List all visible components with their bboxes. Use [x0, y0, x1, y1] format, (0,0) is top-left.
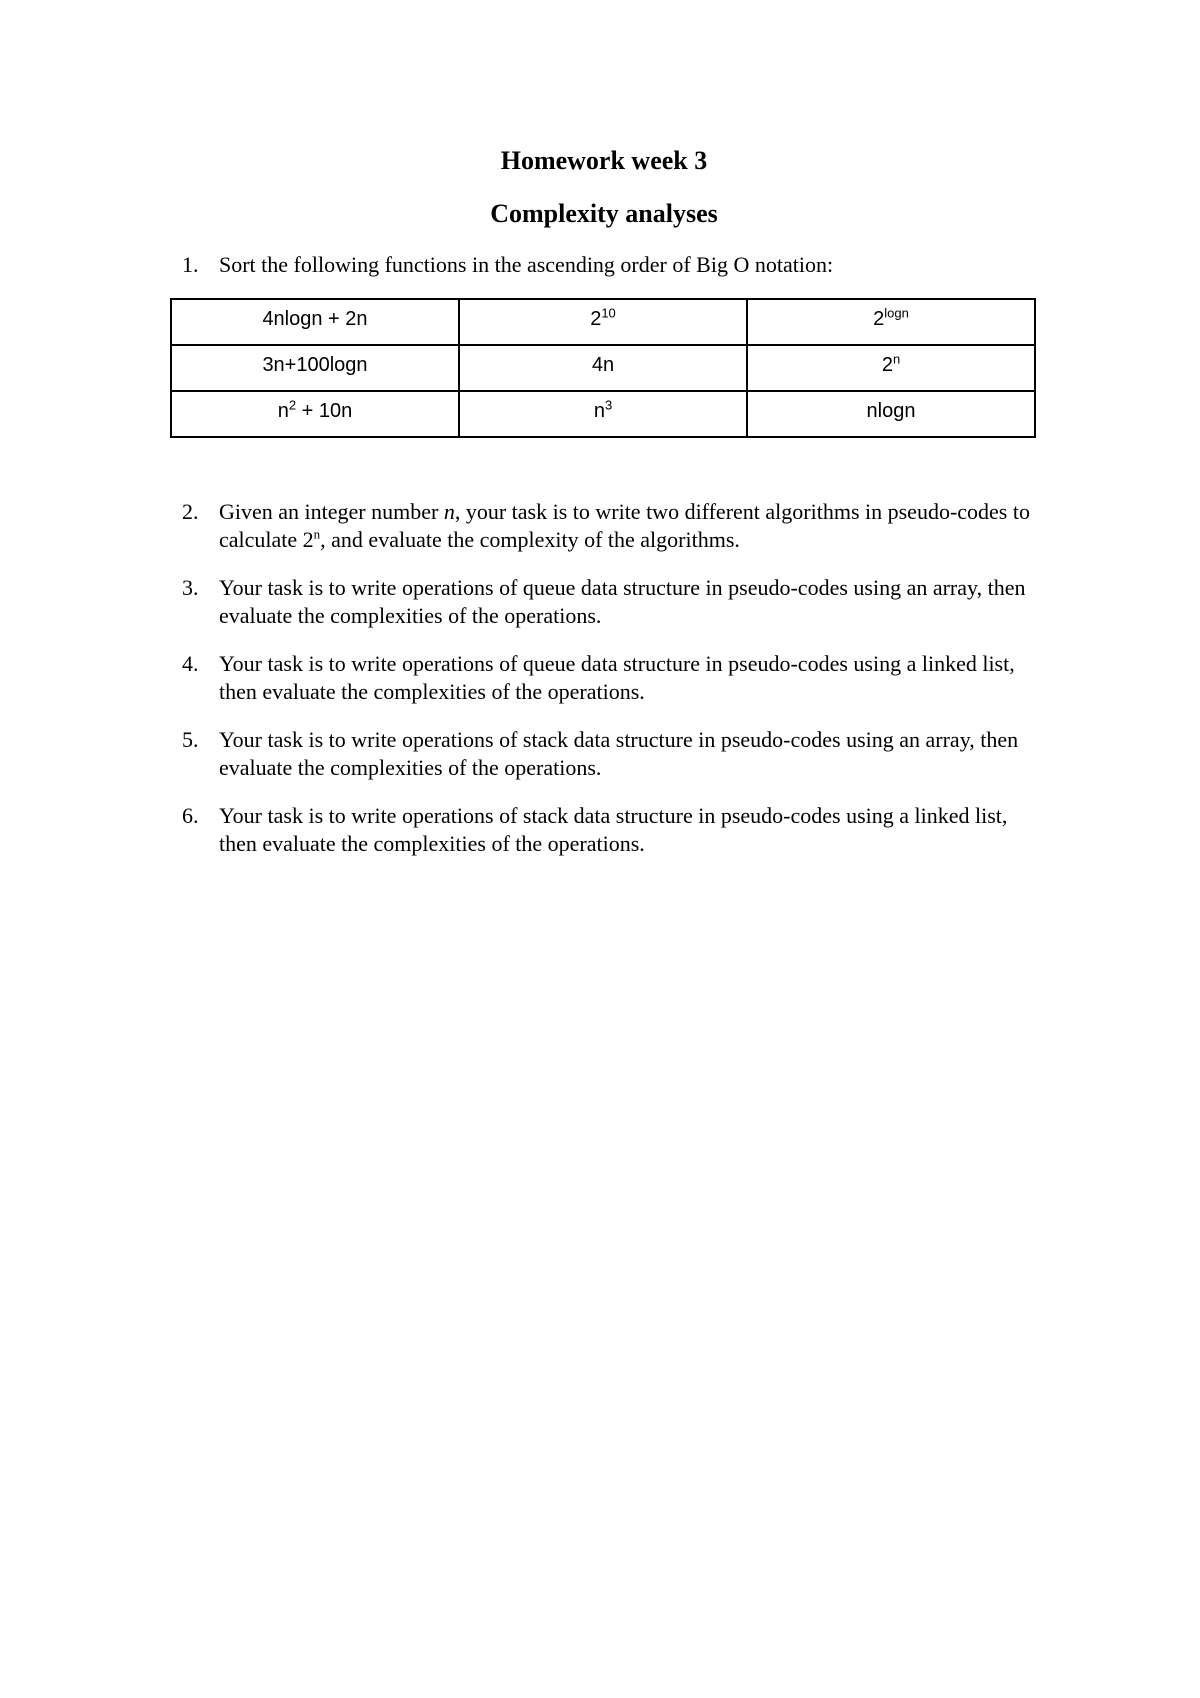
functions-table — [170, 298, 1036, 438]
table-cell: 4nlogn + 2n — [171, 299, 459, 345]
table-cell: 4n — [459, 345, 747, 391]
question-number: 5. — [182, 727, 199, 752]
table-cell: $2^{10}$ — [459, 299, 747, 345]
question-number: 6. — [182, 803, 199, 828]
question-4 — [182, 650, 1042, 706]
question-number: 2. — [182, 499, 199, 524]
document-subtitle: Complexity analyses — [490, 199, 718, 228]
table-row — [171, 345, 1035, 391]
table-cell: 2$^n$ — [747, 345, 1035, 391]
question-text: Sort the following functions in the ascending order of Big O notation: — [219, 252, 834, 277]
question-number: 3. — [182, 575, 199, 600]
table-row — [171, 299, 1035, 345]
question-text: Your task is to write operations of stack data structure in pseudo-codes using a linked list, then evaluate the complexities of the operations. — [219, 803, 1008, 856]
question-6 — [182, 802, 1042, 858]
table-cell: $n^3$ — [459, 391, 747, 437]
document-title: Homework week 3 — [500, 146, 708, 175]
question-text: Given an integer number n, your task is to write two different algorithms in pseudo-codes to calculate 2$^n$, and evaluate the complexity of the algorithms. — [219, 499, 1030, 552]
question-2 — [182, 498, 1042, 554]
question-3 — [182, 574, 1042, 630]
question-1 — [182, 251, 1042, 279]
table-cell: nlogn — [747, 391, 1035, 437]
table-cell: 3n+100logn — [171, 345, 459, 391]
table-cell: $n^2 + 10n$ — [171, 391, 459, 437]
table-cell: $2^{logn}$ — [747, 299, 1035, 345]
question-number: 1. — [182, 252, 199, 277]
question-number: 4. — [182, 651, 199, 676]
question-5 — [182, 726, 1042, 782]
question-text: Your task is to write operations of queue data structure in pseudo-codes using an array, then evaluate the complexities of the operations. — [219, 575, 1026, 628]
table-row — [171, 391, 1035, 437]
question-text: Your task is to write operations of queue data structure in pseudo-codes using a linked list, then evaluate the complexities of the operations. — [219, 651, 1015, 704]
question-text: Your task is to write operations of stack data structure in pseudo-codes using an array, then evaluate the complexities of the operations. — [219, 727, 1019, 780]
